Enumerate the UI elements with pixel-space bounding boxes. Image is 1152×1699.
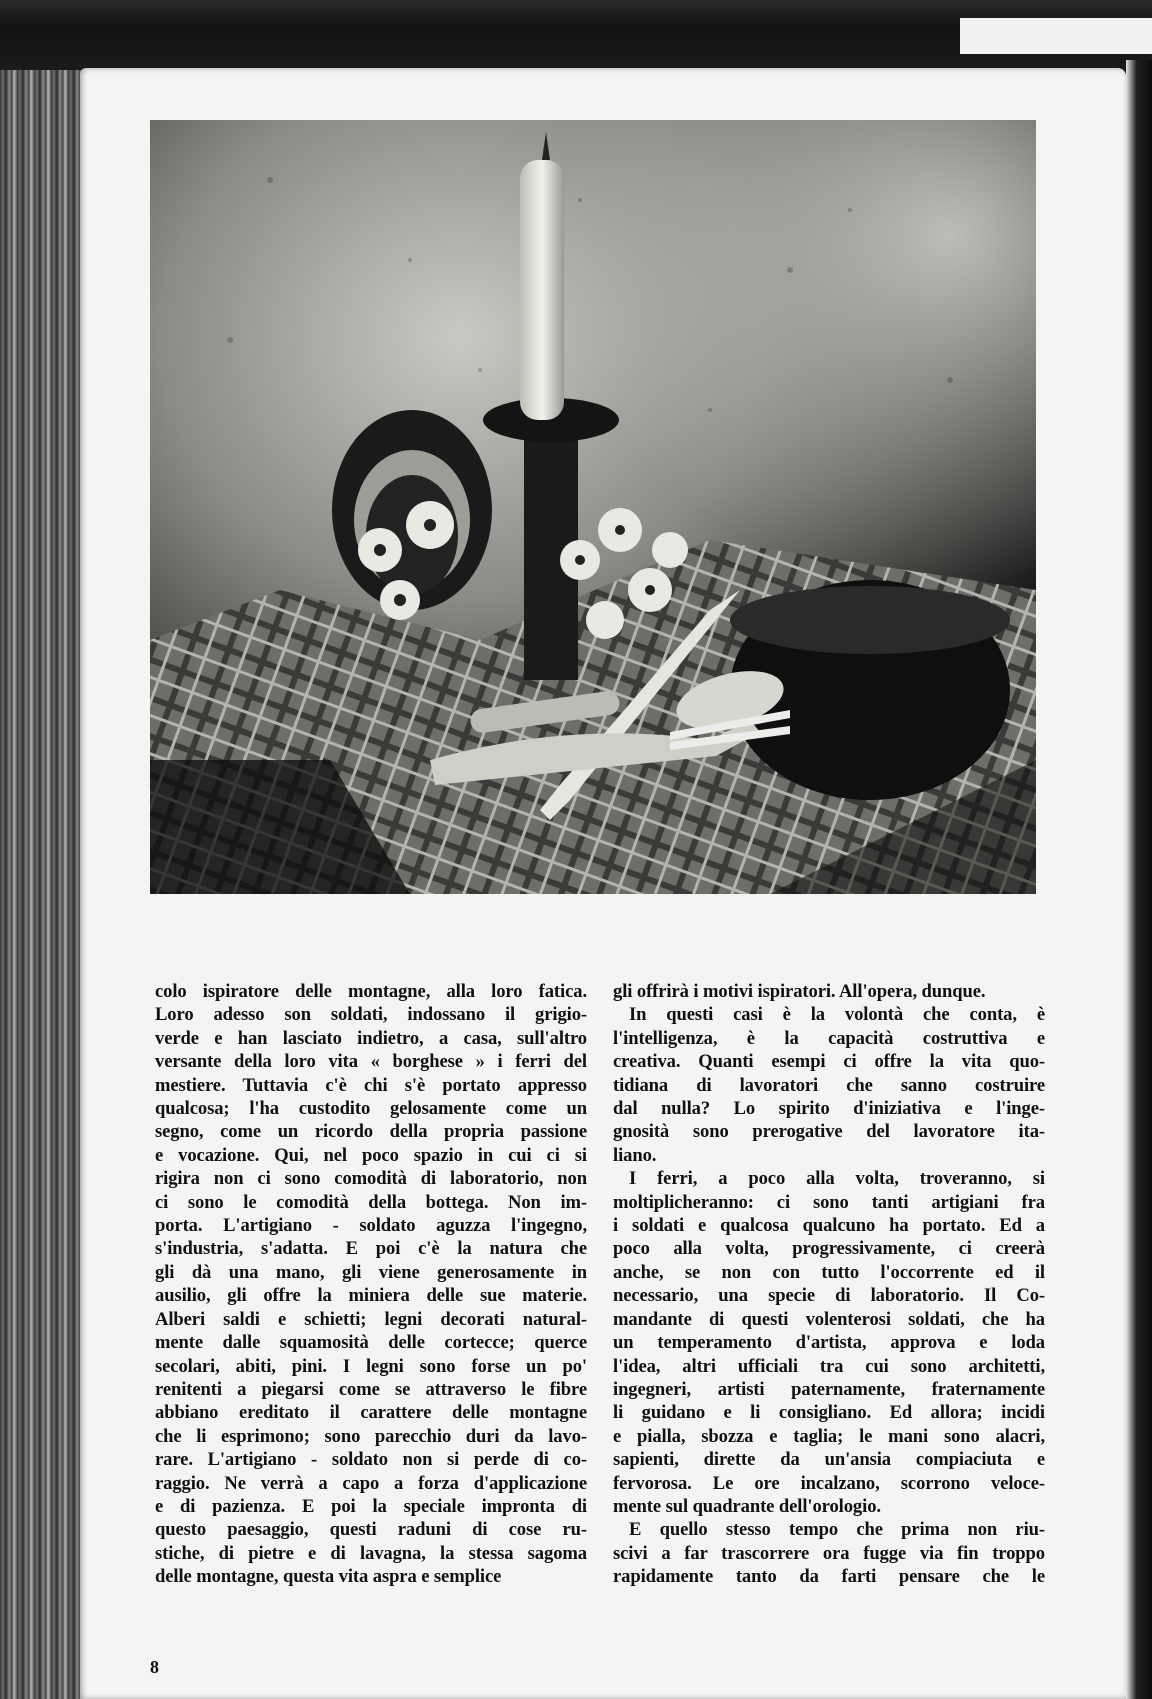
text-line: mente dalle squamosità delle cortecce; querce [155,1332,587,1354]
text-line: che li esprimono; sono parecchio duri da lavo- [155,1425,587,1447]
article-columns [155,980,1045,1630]
text-line: li guidano e li consigliano. Ed allora; incidi [613,1402,1045,1424]
text-line: necessario, una specie di laboratorio. Il Co- [613,1285,1045,1307]
text-line: i soldati e qualcosa qualcuno ha portato. Ed a [613,1215,1045,1237]
text-line: e pialla, sbozza e taglia; le mani sono alacri, [613,1425,1045,1447]
text-line: e di pazienza. E poi la speciale impronta di [155,1495,587,1517]
text-line: porta. L'artigiano - soldato aguzza l'ingegno, [155,1215,587,1237]
text-line: rare. L'artigiano - soldato non si perde di co- [155,1449,587,1471]
text-line: abbiano ereditato il carattere delle montagne [155,1402,587,1424]
text-line: colo ispiratore delle montagne, alla loro fatica. [155,981,587,1002]
text-line: ci sono le comodità della bottega. Non im- [155,1191,587,1213]
text-line: moltiplicheranno: ci sono tanti artigiani fra [613,1191,1045,1213]
text-line: un temperamento d'artista, approva e loda [613,1332,1045,1354]
still-life-photo [150,120,1036,894]
text-line: creativa. Quanti esempi ci offre la vita quo- [613,1051,1045,1073]
text-line: dal nulla? Lo spirito d'iniziativa e l'inge- [613,1098,1045,1120]
text-line: s'industria, s'adatta. E poi c'è la natura che [155,1238,587,1260]
text-line: tidiana di lavoratori che sanno costruire [613,1074,1045,1096]
text-line: I ferri, a poco alla volta, troveranno, si [629,1168,1045,1190]
scan-top-edge [0,0,1152,70]
text-line: ingegneri, artisti paternamente, fraternamente [613,1378,1045,1400]
article-column-left [155,980,587,1630]
text-line: secolari, abiti, pini. I legni sono forse un po' [155,1355,587,1377]
text-line: versante della loro vita « borghese » i ferri del [155,1051,587,1073]
text-line: l'idea, altri ufficiali tra cui sono architetti, [613,1355,1045,1377]
text-line: ausilio, gli offre la miniera delle sue materie. [155,1285,587,1307]
still-life-illustration [150,120,1036,894]
text-line: mente sul quadrante dell'orologio. [613,1495,881,1517]
text-line: stiche, di pietre e di lavagna, la stessa sagoma [155,1542,587,1564]
article-column-right [613,980,1045,1630]
text-line: sapienti, dirette da un'ansia compiaciuta e [613,1449,1045,1471]
text-line: Loro adesso son soldati, indossano il grigio- [155,1004,587,1026]
text-line: fervorosa. Le ore incalzano, scorrono veloce- [613,1472,1045,1494]
text-line: renitenti a piegarsi come se attraverso le fibre [155,1378,587,1400]
text-line: raggio. Ne verrà a capo a forza d'applicazione [155,1472,587,1494]
text-line: Alberi saldi e schietti; legni decorati natural- [155,1308,587,1330]
text-line: gli dà una mano, gli viene generosamente in [155,1261,587,1283]
magazine-page [80,68,1126,1699]
text-line: qualcosa; l'ha custodito gelosamente come un [155,1098,587,1120]
text-line: gnosità sono prerogative del lavoratore ita- [613,1121,1045,1143]
text-line: anche, se non con tutto l'occorrente ed il [613,1261,1045,1283]
text-line: segno, come un ricordo della propria passione [155,1121,587,1143]
text-line: mestiere. Tuttavia c'è chi s'è portato appresso [155,1074,587,1096]
text-line: delle montagne, questa vita aspra e semplice [155,1566,502,1588]
text-line: l'intelligenza, è la capacità costruttiva e [613,1027,1045,1049]
text-line: scivi a far trascorrere ora fugge via fin troppo [613,1542,1045,1564]
text-line: rigira non ci sono comodità di laboratorio, non [155,1168,587,1190]
scan-corner-tab [960,18,1152,54]
text-line: e vocazione. Qui, nel poco spazio in cui ci si [155,1144,587,1166]
book-edge-right [1126,60,1152,1699]
text-line: verde e han lasciato indietro, a casa, sull'altro [155,1027,587,1049]
text-line: liano. [613,1144,657,1166]
text-line: rapidamente tanto da farti pensare che le [613,1566,1045,1588]
text-line: mandante di questi volenterosi soldati, che ha [613,1308,1045,1330]
page-number: 8 [150,1657,159,1677]
text-line: poco alla volta, progressivamente, ci creerà [613,1238,1045,1260]
text-line: gli offrirà i motivi ispiratori. All'opera, dunque. [613,981,986,1002]
book-binding-left [0,70,82,1699]
white-candle [520,160,564,420]
text-line: E quello stesso tempo che prima non riu- [629,1519,1045,1541]
text-line: In questi casi è la volontà che conta, è [629,1004,1045,1026]
text-line: questo paesaggio, questi raduni di cose ru- [155,1519,587,1541]
